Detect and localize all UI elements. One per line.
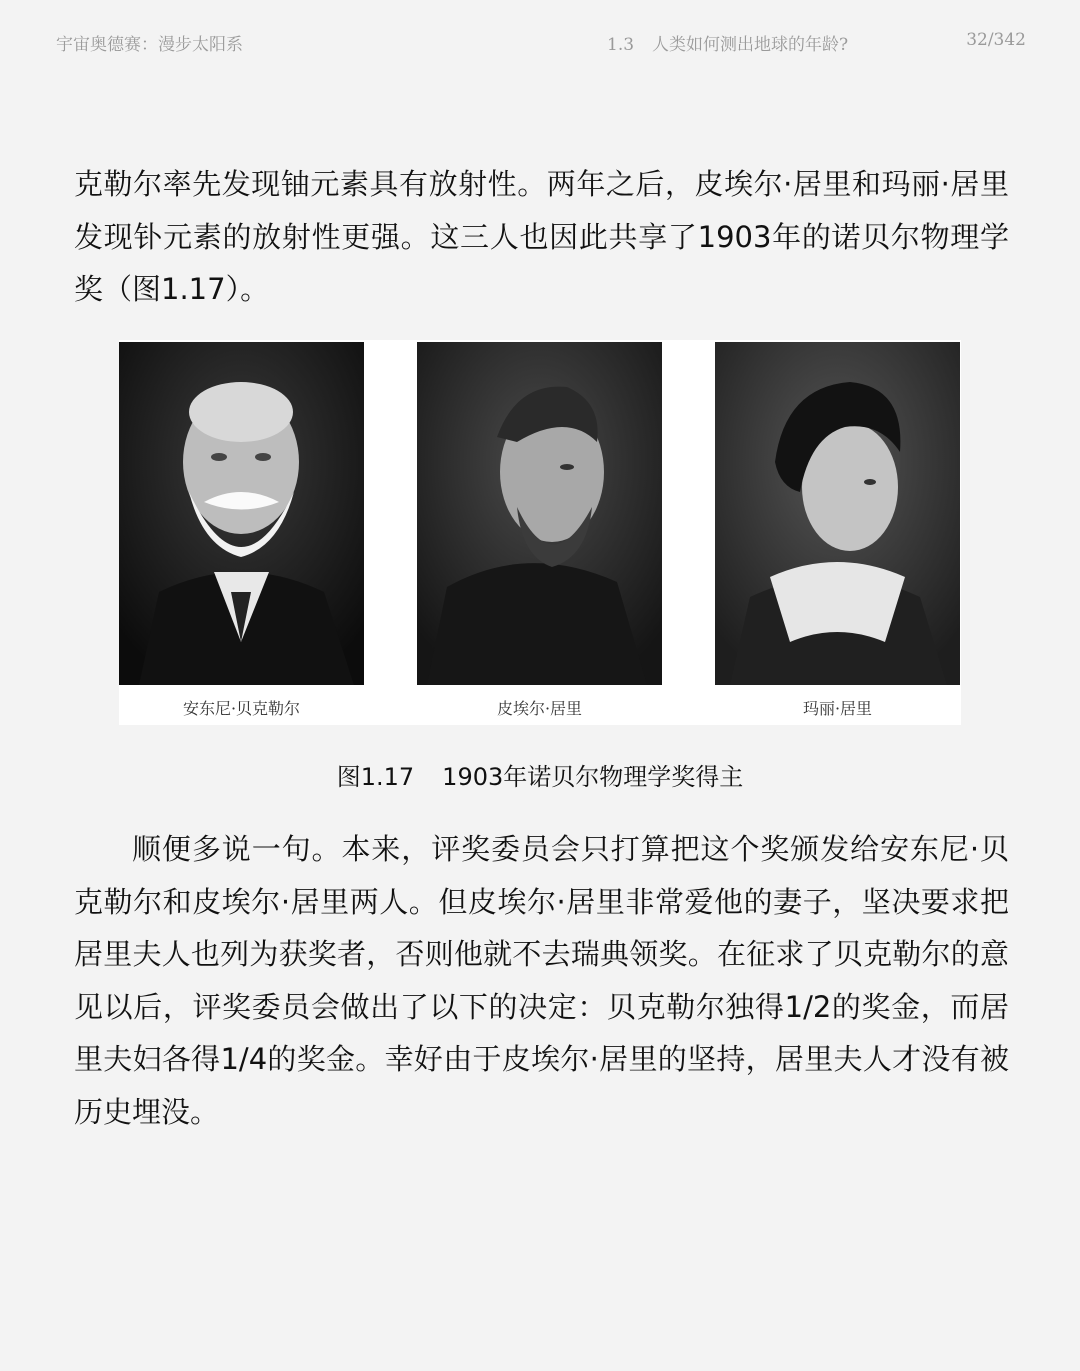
portrait-pierre-curie-image	[417, 342, 662, 685]
section-number: 1.3	[607, 35, 635, 55]
section-title: 人类如何测出地球的年龄?	[652, 35, 849, 55]
body-paragraph-intro: 克勒尔率先发现铀元素具有放射性。两年之后，皮埃尔·居里和玛丽·居里发现钋元素的放射性更强。这三人也因此共享了1903年的诺贝尔物理学奖（图1.17）。	[74, 167, 1009, 306]
figure-caption-number: 图1.17	[336, 763, 415, 791]
portrait-marie-curie-image	[715, 342, 960, 685]
portrait-becquerel-image	[119, 342, 364, 685]
figure-nobel-laureates	[119, 340, 961, 725]
page-header	[56, 30, 1028, 56]
portrait-name-marie-curie: 玛丽·居里	[802, 699, 873, 718]
figure-caption-text: 1903年诺贝尔物理学奖得主	[442, 763, 744, 791]
portrait-name-pierre-curie: 皮埃尔·居里	[496, 699, 583, 718]
book-title: 宇宙奥德赛：漫步太阳系	[56, 35, 243, 55]
body-paragraph-anecdote: 顺便多说一句。本来，评奖委员会只打算把这个奖颁发给安东尼·贝克勒尔和皮埃尔·居里两人。但皮埃尔·居里非常爱他的妻子，坚决要求把居里夫人也列为获奖者，否则他就不去瑞典领奖。在征求了贝克勒尔的意见以后，评奖委员会做出了以下的决定：贝克勒尔独得1/2的奖金，而居里夫妇各得1/4的奖金。幸好由于皮埃尔·居里的坚持，居里夫人才没有被历史埋没。	[74, 832, 1009, 1129]
page-indicator: 32/342	[966, 30, 1026, 50]
section-heading	[607, 30, 848, 55]
figure-caption	[0, 757, 1080, 792]
portrait-name-becquerel: 安东尼·贝克勒尔	[182, 699, 301, 718]
